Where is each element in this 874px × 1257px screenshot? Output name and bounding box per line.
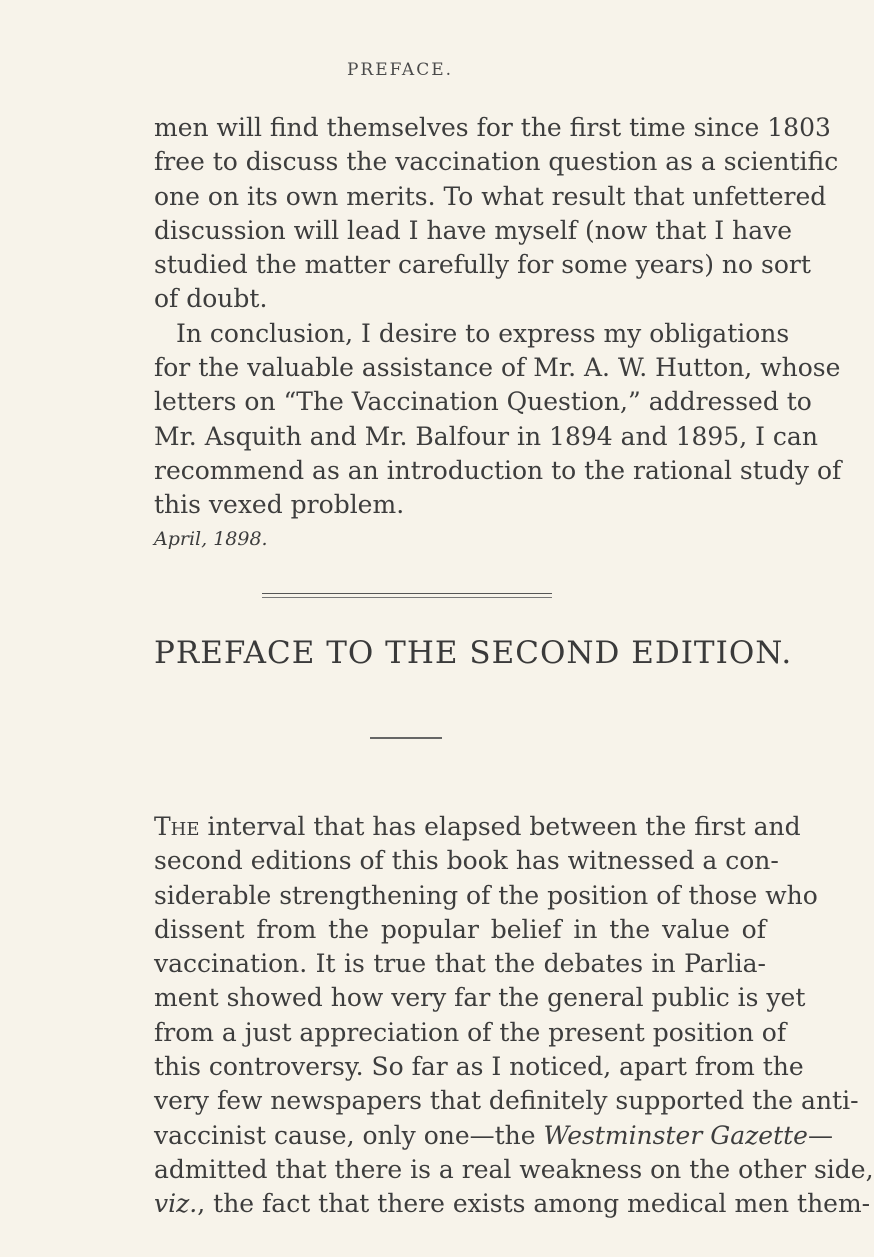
text-line: from a just appreciation of the present position of [154,1017,787,1047]
text-line: dissent from the popular belief in the value of [154,914,766,944]
text-line: very few newspapers that definitely supported the anti- [154,1086,859,1116]
text-line: vaccination. It is true that the debates in Parlia- [154,949,766,979]
text-line [154,1187,871,1221]
text-line [154,1119,833,1153]
text-line: siderable strengthening of the position of those who [154,880,818,910]
section-divider-second-line [262,597,552,598]
text-line: of doubt. [154,284,268,314]
text-line: Mr. Asquith and Mr. Balfour in 1894 and 1895, I can [154,421,818,451]
body-text-second-edition [154,810,874,1222]
text-line: this controversy. So far as I noticed, apart from the [154,1052,804,1082]
running-head: PREFACE. [346,60,454,80]
text-line: free to discuss the vaccination question as a scientific [154,147,839,177]
text-line: second editions of this book has witnessed a con- [154,846,779,876]
text-line: discussion will lead I have myself (now that I have [154,215,793,245]
text-line: studied the matter carefully for some years) no sort [154,250,811,280]
text-line: for the valuable assistance of Mr. A. W. Hutton, whose [154,353,841,383]
text-line: this vexed problem. [154,490,405,520]
text-line [154,810,801,844]
heading-underline-rule [370,737,442,739]
text-line: letters on “The Vaccination Question,” addressed to [154,387,812,417]
abbreviation: viz. [154,1189,198,1219]
drop-word: The [154,812,200,841]
text-segment: — [807,1120,833,1150]
text-line: ment showed how very far the general public is yet [154,983,806,1013]
text-segment: vaccinist cause, only one—the [154,1120,544,1150]
text-segment: , the fact that there exists among medical men them- [197,1189,871,1219]
text-line: admitted that there is a real weakness on the other side, [154,1154,874,1184]
section-heading: PREFACE TO THE SECOND EDITION. [154,635,793,671]
preface-date: April, 1898. [154,528,268,550]
text-line: In conclusion, I desire to express my obligations [176,318,790,348]
body-text-top [154,111,842,523]
text-line: men will find themselves for the first time since 1803 [154,113,831,142]
section-divider [262,593,552,594]
publication-title: Westminster Gazette [543,1120,808,1150]
text-line-rest: interval that has elapsed between the first and [199,812,801,841]
text-line: recommend as an introduction to the rational study of [154,455,842,485]
text-line: one on its own merits. To what result that unfettered [154,181,827,211]
